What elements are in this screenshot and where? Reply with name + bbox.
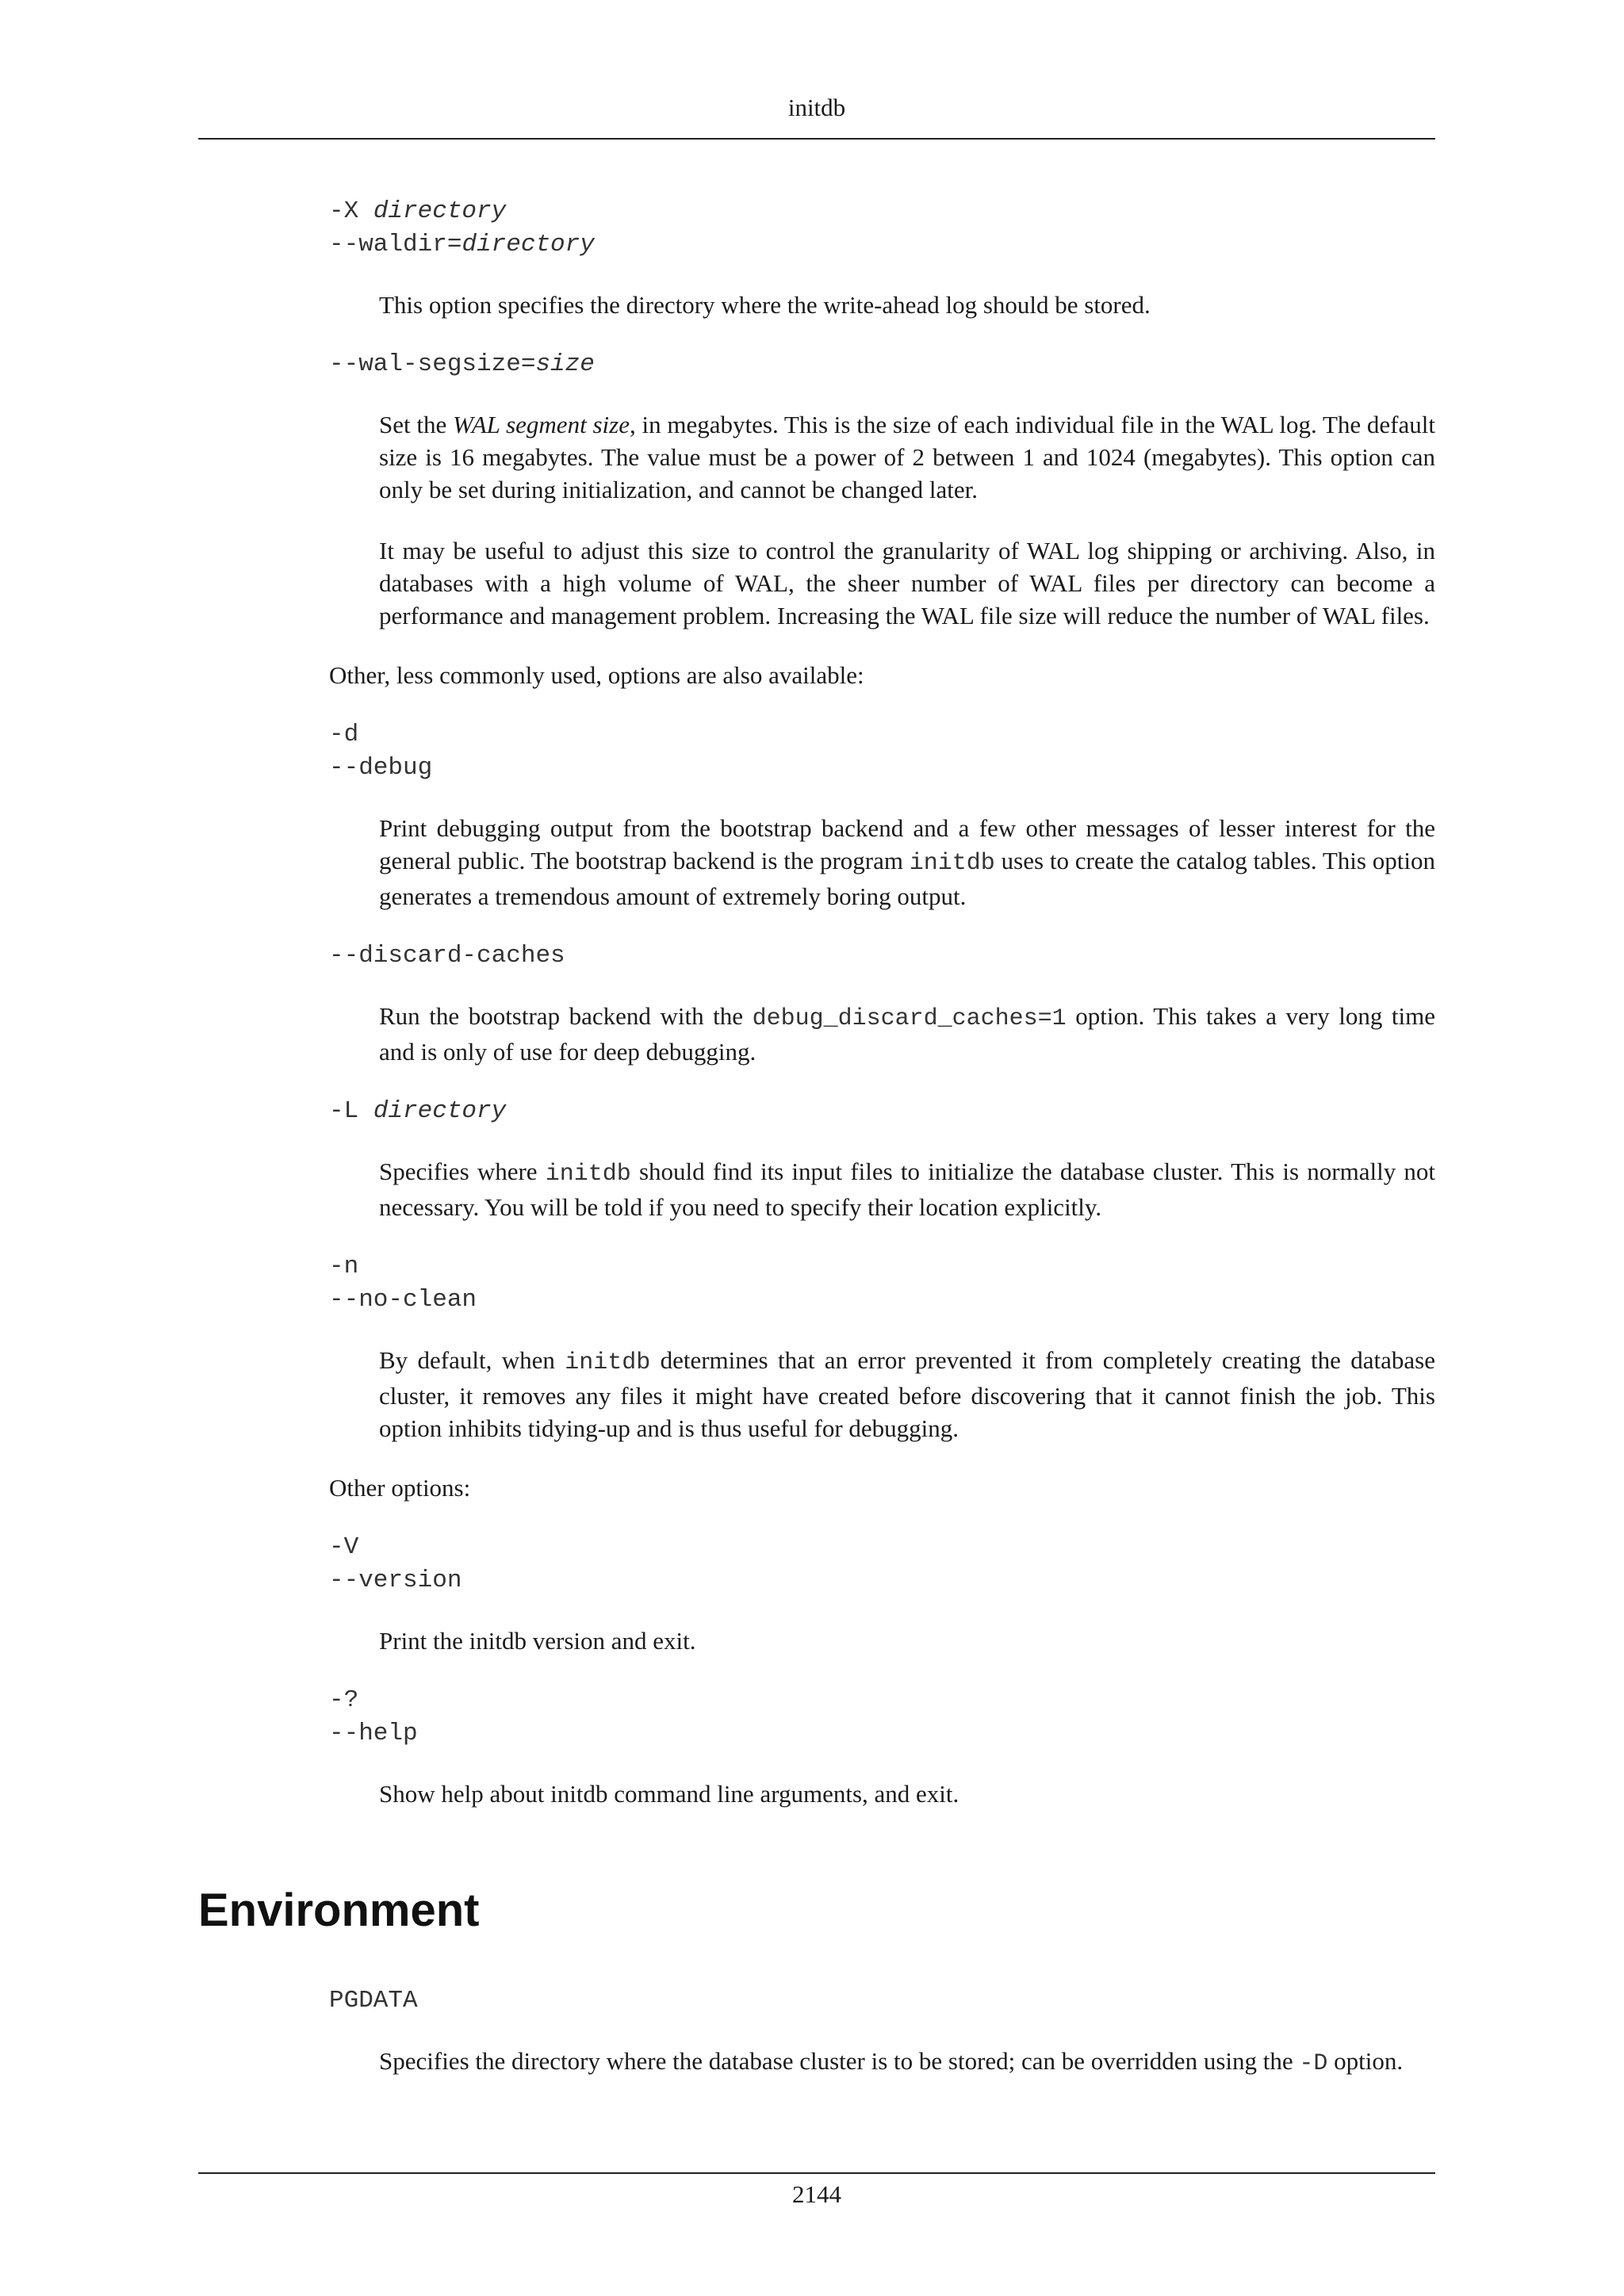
option-description (379, 1155, 1435, 1223)
option-argument: size (535, 350, 595, 378)
option-entry (329, 1984, 1435, 2080)
option-description (379, 1777, 1435, 1810)
option-term: -n (329, 1253, 359, 1280)
option-term: --discard-caches (329, 942, 565, 970)
option-term: --waldir=directory (329, 231, 595, 258)
option-term: --wal-segsize=size (329, 350, 595, 378)
description-paragraph: Set the WAL segment size, in megabytes. This is the size of each individual file in the WAL log. The default size is 16 megabytes. The value must be a power of 2 between 1 and 1024 (megabytes). This option can only be set during initialization, and cannot be changed later. (379, 411, 1435, 503)
description-paragraph: Print debugging output from the bootstrap backend and a few other messages of lesser interest for the general public. The bootstrap backend is the program initdb uses to create the catalog tables. This option generates a tremendous amount of extremely boring output. (379, 814, 1435, 910)
option-entry (329, 348, 1435, 632)
option-description (379, 1000, 1435, 1068)
option-description (379, 1344, 1435, 1445)
description-paragraph: Show help about initdb command line arguments, and exit. (379, 1780, 959, 1808)
option-argument: directory (373, 197, 507, 225)
option-argument: directory (373, 1097, 507, 1125)
option-term: -X directory (329, 197, 507, 225)
less-common-options-intro: Other, less commonly used, options are also available: (329, 661, 864, 689)
option-description (379, 812, 1435, 913)
option-entry (329, 718, 1435, 913)
option-entry (329, 1095, 1435, 1223)
environment-list (329, 1984, 1435, 2107)
option-description (379, 2045, 1435, 2080)
section-title-environment: Environment (198, 1885, 480, 1936)
description-paragraph: This option specifies the directory where the write-ahead log should be stored. (379, 291, 1151, 319)
option-argument: directory (462, 231, 595, 258)
option-term: PGDATA (329, 1987, 418, 2015)
option-term: --help (329, 1720, 418, 1747)
description-paragraph: By default, when initdb determines that an error prevented it from completely creating the database cluster, it removes any files it might have created before discovering that it cannot finish the job. This option inhibits tidying-up and is thus useful for debugging. (379, 1346, 1435, 1442)
page-number: 2144 (792, 2180, 841, 2208)
option-entry (329, 195, 1435, 321)
option-group-3 (329, 1531, 1435, 1810)
other-options-intro: Other options: (329, 1474, 471, 1502)
option-description (379, 408, 1435, 632)
option-entry (329, 1531, 1435, 1657)
option-entry (329, 939, 1435, 1068)
option-term: -? (329, 1686, 359, 1714)
description-paragraph: Specifies the directory where the database cluster is to be stored; can be overridden using the -D option. (379, 2047, 1404, 2077)
option-group-1 (329, 195, 1435, 632)
option-term: --no-clean (329, 1286, 477, 1314)
description-paragraph: It may be useful to adjust this size to control the granularity of WAL log shipping or archiving. Also, in databases with a high volume of WAL, the sheer number of WAL files per directory can become a performance and management problem. Increasing the WAL file size will reduce the number of WAL files. (379, 537, 1435, 629)
header-rule (198, 138, 1435, 140)
description-paragraph: Specifies where initdb should find its input files to initialize the database cluster. This is normally not necessary. You will be told if you need to specify their location explicitly. (379, 1158, 1435, 1221)
option-entry (329, 1684, 1435, 1810)
option-group-2 (329, 718, 1435, 1445)
option-entry (329, 1250, 1435, 1445)
footer-rule (198, 2172, 1435, 2174)
option-term: --debug (329, 754, 433, 782)
description-paragraph: Run the bootstrap backend with the debug_discard_caches=1 option. This takes a very long time and is only of use for deep debugging. (379, 1002, 1435, 1066)
option-term: -V (329, 1533, 359, 1561)
option-description (379, 1624, 1435, 1657)
option-term: --version (329, 1567, 462, 1594)
running-header: initdb (787, 94, 846, 121)
description-paragraph: Print the initdb version and exit. (379, 1627, 696, 1655)
options-list (329, 195, 1435, 1837)
option-description (379, 289, 1435, 321)
option-term: -d (329, 721, 359, 748)
option-term: -L directory (329, 1097, 507, 1125)
